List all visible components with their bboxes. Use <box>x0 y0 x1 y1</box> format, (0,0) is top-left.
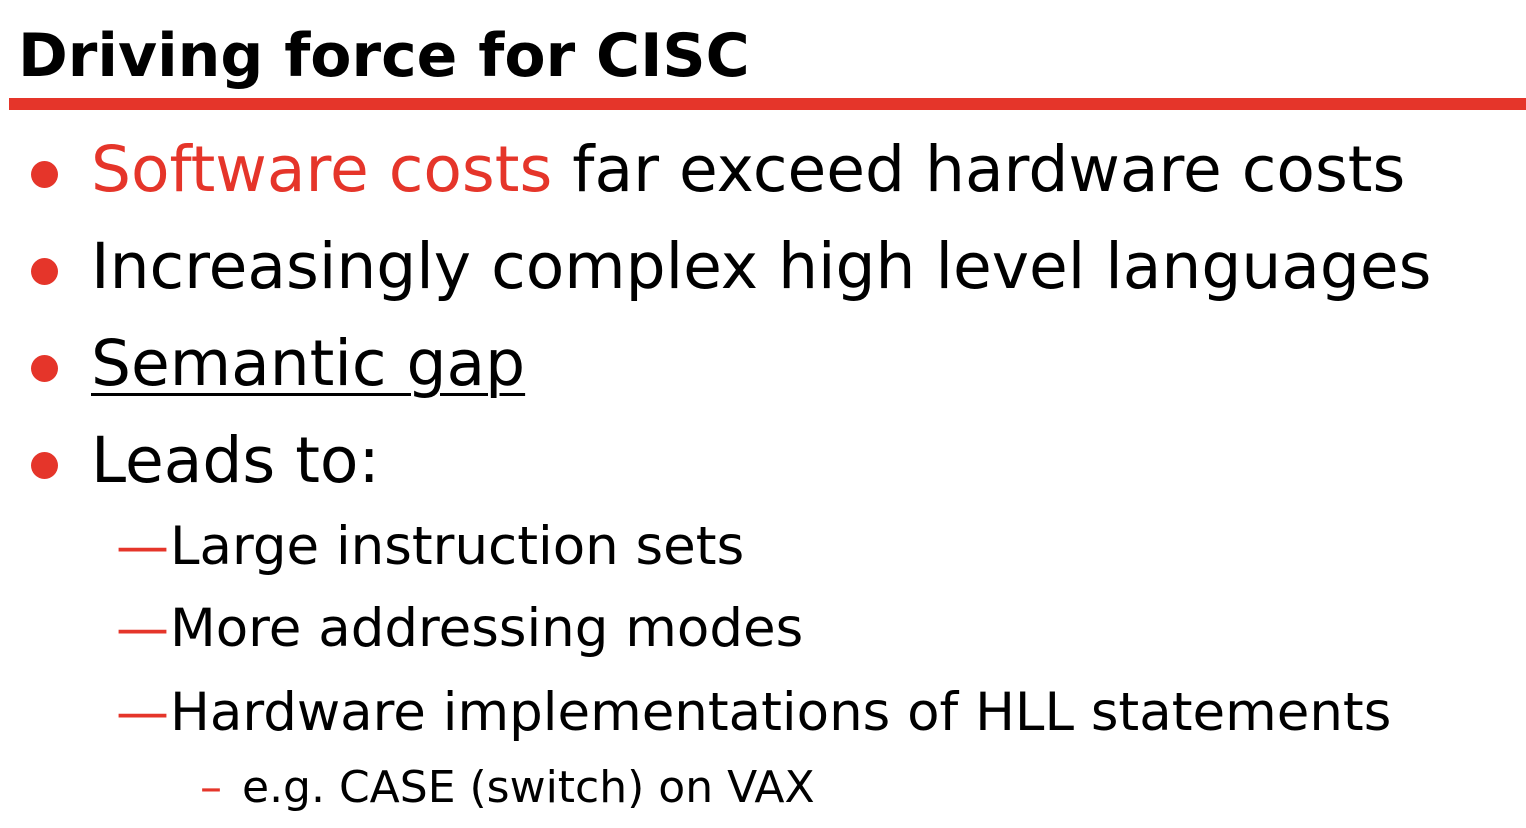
sub-bullet-item <box>116 672 1391 754</box>
bullet-dot-icon <box>31 161 58 188</box>
bullet-text-rest: far exceed hardware costs <box>552 133 1406 206</box>
bullet-item <box>0 413 1526 509</box>
sub-bullet-text: Hardware implementations of HLL statements <box>170 682 1392 743</box>
em-dash-marker-icon: — <box>116 516 169 577</box>
sub-bullet-text: More addressing modes <box>170 598 804 659</box>
bullet-text-underlined: Semantic gap <box>91 327 526 400</box>
bullet-dot-icon <box>31 258 58 285</box>
slide-title: Driving force for CISC <box>18 21 750 91</box>
sub-bullet-item <box>116 588 803 670</box>
bullet-dot-icon <box>31 452 58 479</box>
highlighted-text: Software costs <box>91 133 553 206</box>
em-dash-marker-icon: — <box>116 682 169 743</box>
title-underline-rule <box>9 98 1526 110</box>
em-dash-marker-icon: — <box>116 598 169 659</box>
sub-bullet-text: Large instruction sets <box>170 516 745 577</box>
bullet-item <box>0 219 1526 315</box>
sub-sub-bullet-text: e.g. CASE (switch) on VAX <box>242 762 815 813</box>
sub-sub-bullet-item <box>200 756 815 820</box>
bullet-item <box>0 122 1526 218</box>
en-dash-marker-icon: – <box>200 762 222 813</box>
bullet-text: Increasingly complex high level languages <box>91 230 1432 303</box>
bullet-text <box>91 122 1405 218</box>
bullet-dot-icon <box>31 355 58 382</box>
bullet-text: Leads to: <box>91 424 380 497</box>
sub-bullet-item <box>116 506 744 588</box>
bullet-item <box>0 316 1526 412</box>
